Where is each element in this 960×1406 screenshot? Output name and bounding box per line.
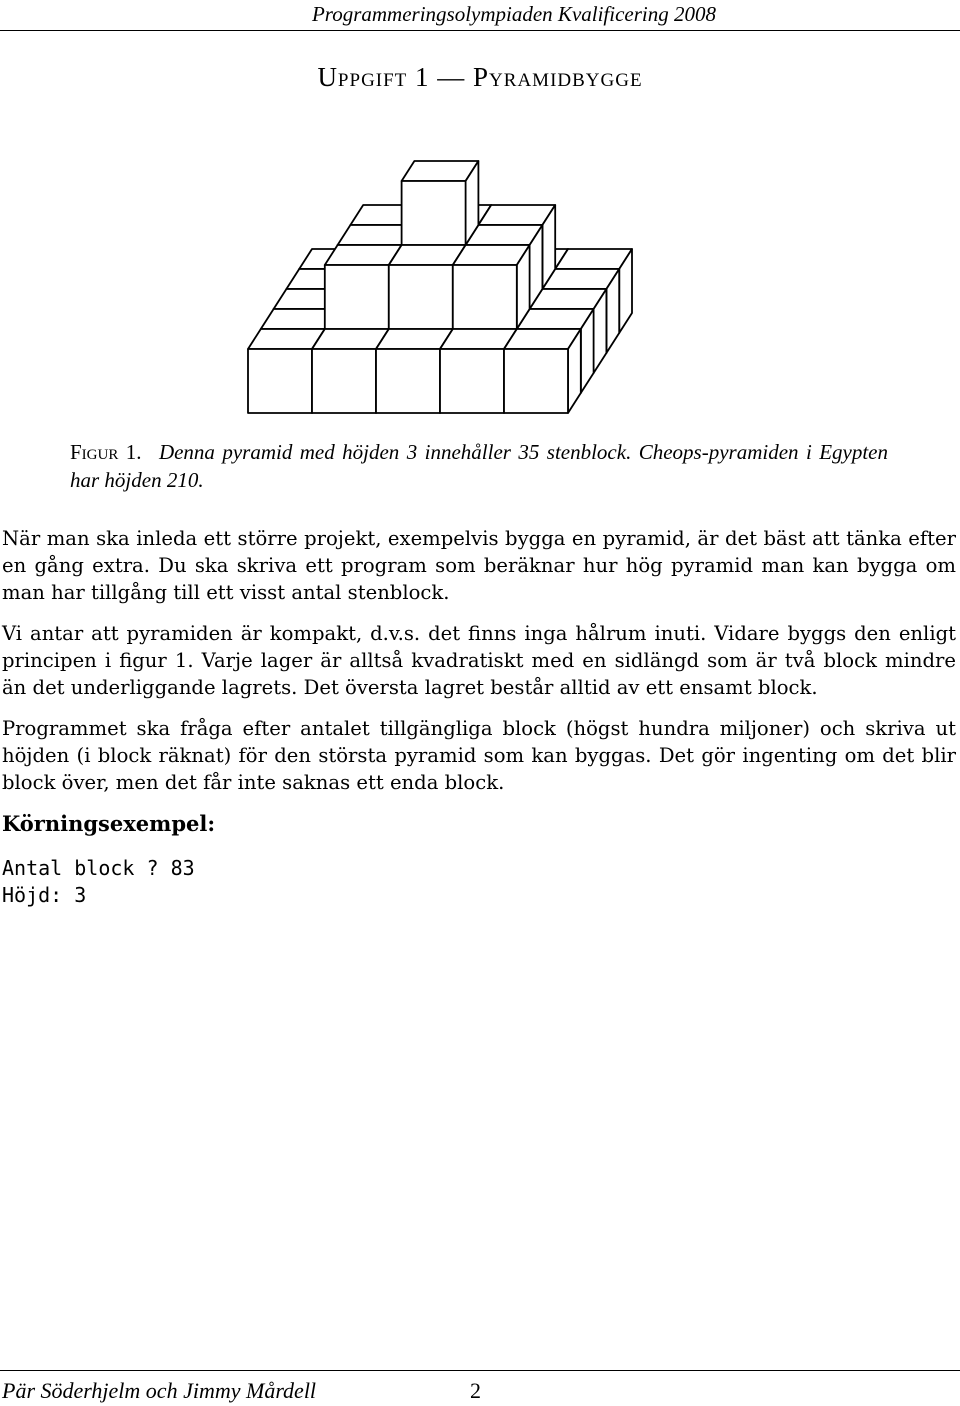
- cube-front-face: [312, 349, 376, 413]
- pyramid-figure: [245, 128, 665, 418]
- cube-front-face: [325, 265, 389, 329]
- figure-caption-text: Denna pyramid med höjden 3 innehåller 35 stenblock. Cheops-pyramiden i Egypten har höjden 210.: [70, 440, 889, 492]
- footer-author: Pär Söderhjelm och Jimmy Mårdell: [2, 1378, 317, 1403]
- cube-front-face: [248, 349, 312, 413]
- header-text: Programmeringsolympiaden Kvalificering 2008: [311, 2, 716, 26]
- paragraph-intro: När man ska inleda ett större projekt, exempelvis bygga en pyramid, är det bäst att tänka efter en gång extra. Du ska skriva ett program som beräknar hur hög pyramid man kan bygga om man har tillgång till ett visst antal stenblock.: [2, 527, 956, 604]
- cube-front-face: [389, 265, 453, 329]
- cube-front-face: [440, 349, 504, 413]
- cube-front-face: [504, 349, 568, 413]
- example-line-input: Antal block ? 83: [2, 856, 195, 880]
- example-line-output: Höjd: 3: [2, 883, 87, 907]
- cube-front-face: [402, 181, 466, 245]
- footer-rule: [0, 1370, 960, 1371]
- paragraph-task: Programmet ska fråga efter antalet tillgängliga block (högst hundra miljoner) och skriva ut höjden (i block räknat) för den största pyramid som kan byggas. Det gör ingenting om det blir block över, men det får inte saknas ett enda block.: [2, 717, 956, 794]
- task-body: [2, 525, 956, 909]
- page-number: 2: [470, 1378, 481, 1403]
- page-header: [0, 0, 960, 31]
- paragraph-rules: Vi antar att pyramiden är kompakt, d.v.s. det finns inga hålrum inuti. Vidare byggs den enligt principen i figur 1. Varje lager är alltså kvadratiskt med en sidlängd som är två block mindre än det underliggande lagrets. Det översta lagret består alltid av ett ensamt block.: [2, 622, 956, 699]
- example-heading: Körningsexempel:: [2, 811, 216, 836]
- cube-front-face: [453, 265, 517, 329]
- figure-label: Figur 1.: [70, 440, 142, 464]
- figure-caption: [70, 438, 888, 494]
- task-title: Uppgift 1 — Pyramidbygge: [317, 62, 643, 92]
- cube-front-face: [376, 349, 440, 413]
